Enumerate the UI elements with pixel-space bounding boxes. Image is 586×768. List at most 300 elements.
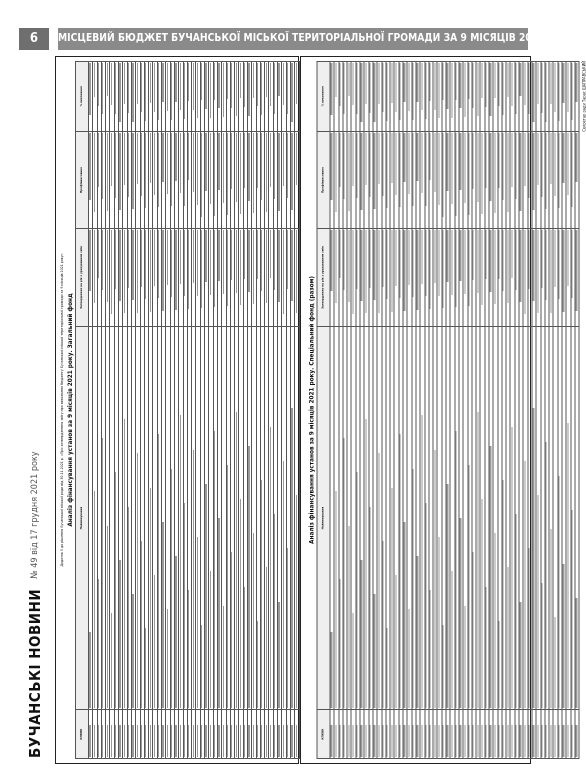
table-row xyxy=(510,62,514,759)
table-cell xyxy=(536,326,540,709)
illegible-text-mark xyxy=(554,230,555,287)
illegible-text-mark xyxy=(571,725,572,757)
table-cell xyxy=(342,62,346,132)
table-cell xyxy=(403,229,407,327)
illegible-text-mark xyxy=(545,725,546,757)
table-row xyxy=(519,62,523,759)
illegible-text-mark xyxy=(240,230,241,305)
table-cell xyxy=(446,710,450,759)
table-cell xyxy=(415,229,419,327)
table-row xyxy=(368,62,372,759)
table-cell xyxy=(411,62,415,132)
table-cell xyxy=(549,62,553,132)
table-cell xyxy=(428,326,432,709)
table-cell xyxy=(471,229,475,327)
illegible-text-mark xyxy=(455,725,456,757)
table-cell xyxy=(390,710,394,759)
table-cell xyxy=(574,62,578,132)
illegible-text-mark xyxy=(571,63,572,120)
table-cell xyxy=(437,710,441,759)
illegible-text-mark xyxy=(528,230,529,289)
illegible-text-mark xyxy=(438,537,439,708)
table-cell xyxy=(364,229,368,327)
table-cell xyxy=(338,131,342,229)
illegible-text-mark xyxy=(356,63,357,114)
table-row xyxy=(290,62,294,759)
illegible-text-mark xyxy=(253,533,254,708)
illegible-text-mark xyxy=(459,63,460,108)
illegible-text-mark xyxy=(524,133,525,186)
illegible-text-mark xyxy=(287,230,288,289)
illegible-text-mark xyxy=(494,230,495,304)
illegible-text-mark xyxy=(494,725,495,757)
table-cell xyxy=(355,131,359,229)
illegible-text-mark xyxy=(365,419,366,708)
illegible-text-mark xyxy=(507,725,508,757)
table-cell xyxy=(480,131,484,229)
illegible-text-mark xyxy=(171,725,172,757)
general-fund-panel xyxy=(55,56,299,764)
illegible-text-mark xyxy=(558,476,559,708)
illegible-text-mark xyxy=(227,63,228,99)
illegible-text-mark xyxy=(386,725,387,757)
table-cell xyxy=(433,326,437,709)
illegible-text-mark xyxy=(223,63,224,117)
table-cell xyxy=(385,62,389,132)
table-cell xyxy=(351,326,355,709)
illegible-text-mark xyxy=(145,63,146,121)
illegible-text-mark xyxy=(132,133,133,210)
table-row xyxy=(446,62,450,759)
table-cell xyxy=(497,710,501,759)
table-cell xyxy=(493,62,497,132)
table-cell xyxy=(330,131,334,229)
special-fund-table xyxy=(316,61,579,759)
illegible-text-mark xyxy=(188,133,189,180)
illegible-text-mark xyxy=(416,230,417,309)
table-cell xyxy=(394,62,398,132)
illegible-text-mark xyxy=(399,63,400,120)
illegible-text-mark xyxy=(429,133,430,180)
illegible-text-mark xyxy=(416,556,417,708)
illegible-text-mark xyxy=(562,63,563,103)
column-header: Профінансовано xyxy=(76,131,89,229)
table-cell xyxy=(562,131,566,229)
table-cell xyxy=(514,326,518,709)
illegible-text-mark xyxy=(343,725,344,757)
illegible-text-mark xyxy=(489,725,490,757)
illegible-text-mark xyxy=(248,63,249,116)
illegible-text-mark xyxy=(395,230,396,286)
illegible-text-mark xyxy=(248,446,249,708)
illegible-text-mark xyxy=(330,632,331,708)
illegible-text-mark xyxy=(248,133,249,201)
table-row xyxy=(334,62,338,759)
table-row xyxy=(454,62,458,759)
table-cell xyxy=(450,326,454,709)
illegible-text-mark xyxy=(184,725,185,757)
table-row xyxy=(364,62,368,759)
illegible-text-mark xyxy=(511,427,512,708)
illegible-text-mark xyxy=(558,63,559,121)
illegible-text-mark xyxy=(339,63,340,106)
illegible-text-mark xyxy=(408,63,409,111)
table-cell xyxy=(364,62,368,132)
table-cell xyxy=(290,62,294,132)
table-cell xyxy=(454,229,458,327)
illegible-text-mark xyxy=(464,725,465,757)
illegible-text-mark xyxy=(373,63,374,122)
illegible-text-mark xyxy=(360,63,361,122)
table-cell xyxy=(536,62,540,132)
illegible-text-mark xyxy=(291,725,292,757)
table-cell xyxy=(364,326,368,709)
illegible-text-mark xyxy=(425,133,426,206)
illegible-text-mark xyxy=(128,230,129,288)
illegible-text-mark xyxy=(145,725,146,757)
illegible-text-mark xyxy=(451,571,452,708)
illegible-text-mark xyxy=(266,230,267,303)
illegible-text-mark xyxy=(201,230,202,308)
table-cell xyxy=(523,229,527,327)
table-cell xyxy=(372,229,376,327)
table-cell xyxy=(480,326,484,709)
illegible-text-mark xyxy=(128,63,129,113)
illegible-text-mark xyxy=(137,725,138,757)
illegible-text-mark xyxy=(257,230,258,278)
illegible-text-mark xyxy=(210,63,211,118)
illegible-text-mark xyxy=(485,725,486,757)
illegible-text-mark xyxy=(442,230,443,308)
illegible-text-mark xyxy=(119,560,120,708)
illegible-text-mark xyxy=(145,628,146,708)
table-cell xyxy=(527,131,531,229)
table-cell xyxy=(562,710,566,759)
table-cell xyxy=(497,326,501,709)
illegible-text-mark xyxy=(89,133,90,200)
table-cell xyxy=(390,229,394,327)
illegible-text-mark xyxy=(395,133,396,195)
illegible-text-mark xyxy=(124,133,125,185)
illegible-text-mark xyxy=(141,63,142,112)
table-row xyxy=(501,62,505,759)
illegible-text-mark xyxy=(107,63,108,96)
table-cell xyxy=(519,131,523,229)
table-cell xyxy=(510,326,514,709)
illegible-text-mark xyxy=(236,133,237,202)
table-cell xyxy=(136,229,140,327)
table-cell xyxy=(527,710,531,759)
illegible-text-mark xyxy=(403,133,404,182)
illegible-text-mark xyxy=(412,63,413,120)
table-cell xyxy=(544,710,548,759)
table-cell xyxy=(407,131,411,229)
illegible-text-mark xyxy=(421,230,422,284)
table-cell xyxy=(510,131,514,229)
illegible-text-mark xyxy=(511,725,512,757)
illegible-text-mark xyxy=(193,725,194,757)
illegible-text-mark xyxy=(421,63,422,110)
illegible-text-mark xyxy=(386,63,387,121)
illegible-text-mark xyxy=(257,725,258,757)
illegible-text-mark xyxy=(205,63,206,109)
table-cell xyxy=(574,326,578,709)
illegible-text-mark xyxy=(571,133,572,208)
illegible-text-mark xyxy=(218,725,219,757)
table-cell xyxy=(394,131,398,229)
illegible-text-mark xyxy=(158,133,159,208)
illegible-text-mark xyxy=(339,230,340,277)
illegible-text-mark xyxy=(132,230,133,300)
illegible-text-mark xyxy=(403,63,404,102)
illegible-text-mark xyxy=(365,725,366,757)
illegible-text-mark xyxy=(502,725,503,757)
illegible-text-mark xyxy=(167,133,168,194)
table-cell xyxy=(471,326,475,709)
illegible-text-mark xyxy=(107,725,108,757)
illegible-text-mark xyxy=(227,465,228,708)
illegible-text-mark xyxy=(459,725,460,757)
table-cell xyxy=(463,710,467,759)
table-cell xyxy=(467,131,471,229)
illegible-text-mark xyxy=(274,63,275,114)
illegible-text-mark xyxy=(270,725,271,757)
table-cell xyxy=(342,326,346,709)
illegible-text-mark xyxy=(434,230,435,283)
illegible-text-mark xyxy=(459,518,460,708)
illegible-text-mark xyxy=(278,602,279,709)
illegible-text-mark xyxy=(438,133,439,205)
table-cell xyxy=(540,131,544,229)
table-cell xyxy=(338,229,342,327)
table-row xyxy=(506,62,510,759)
illegible-text-mark xyxy=(124,230,125,313)
illegible-text-mark xyxy=(477,725,478,757)
illegible-text-mark xyxy=(154,725,155,757)
table-cell xyxy=(557,229,561,327)
table-row xyxy=(342,62,346,759)
illegible-text-mark xyxy=(201,63,202,100)
illegible-text-mark xyxy=(205,133,206,192)
table-cell xyxy=(570,710,574,759)
table-cell xyxy=(381,131,385,229)
table-cell xyxy=(476,229,480,327)
illegible-text-mark xyxy=(550,63,551,104)
illegible-text-mark xyxy=(382,230,383,287)
table-cell xyxy=(407,62,411,132)
table-cell xyxy=(437,326,441,709)
illegible-text-mark xyxy=(240,63,241,98)
illegible-text-mark xyxy=(167,230,168,285)
illegible-text-mark xyxy=(180,725,181,757)
illegible-text-mark xyxy=(119,133,120,211)
table-cell xyxy=(458,131,462,229)
table-cell xyxy=(553,62,557,132)
table-cell xyxy=(372,62,376,132)
illegible-text-mark xyxy=(378,63,379,104)
illegible-text-mark xyxy=(283,230,284,314)
table-cell xyxy=(226,131,230,229)
illegible-text-mark xyxy=(150,230,151,311)
illegible-text-mark xyxy=(446,725,447,757)
illegible-text-mark xyxy=(137,453,138,708)
illegible-text-mark xyxy=(343,133,344,199)
illegible-text-mark xyxy=(197,63,198,118)
table-cell xyxy=(441,62,445,132)
illegible-text-mark xyxy=(352,63,353,105)
table-cell xyxy=(342,131,346,229)
illegible-text-mark xyxy=(528,133,529,198)
table-cell xyxy=(501,131,505,229)
illegible-text-mark xyxy=(102,63,103,114)
table-cell xyxy=(471,131,475,229)
illegible-text-mark xyxy=(167,63,168,111)
table-cell xyxy=(441,229,445,327)
special-fund-title: Аналіз фінансування установ за 9 місяців 2021 року. Спеціальний фонд (разом) xyxy=(307,276,315,544)
table-cell xyxy=(381,62,385,132)
illegible-text-mark xyxy=(399,133,400,208)
illegible-text-mark xyxy=(236,230,237,292)
table-cell xyxy=(394,326,398,709)
table-cell xyxy=(574,229,578,327)
table-cell xyxy=(381,229,385,327)
illegible-text-mark xyxy=(154,133,155,195)
illegible-text-mark xyxy=(210,230,211,294)
illegible-text-mark xyxy=(137,133,138,184)
illegible-text-mark xyxy=(343,63,344,114)
column-header: Найменування xyxy=(76,326,89,709)
illegible-text-mark xyxy=(102,725,103,757)
illegible-text-mark xyxy=(502,133,503,200)
illegible-text-mark xyxy=(524,63,525,105)
illegible-text-mark xyxy=(197,537,198,708)
table-cell xyxy=(424,62,428,132)
table-row xyxy=(562,62,566,759)
table-cell xyxy=(420,229,424,327)
illegible-text-mark xyxy=(425,503,426,708)
illegible-text-mark xyxy=(378,133,379,184)
table-cell xyxy=(446,326,450,709)
illegible-text-mark xyxy=(403,522,404,708)
illegible-text-mark xyxy=(425,230,426,296)
illegible-text-mark xyxy=(507,133,508,212)
illegible-text-mark xyxy=(545,63,546,122)
illegible-text-mark xyxy=(425,63,426,119)
illegible-text-mark xyxy=(481,63,482,98)
illegible-text-mark xyxy=(188,725,189,757)
table-cell xyxy=(364,710,368,759)
illegible-text-mark xyxy=(244,133,245,189)
illegible-text-mark xyxy=(180,415,181,708)
illegible-text-mark xyxy=(335,725,336,757)
table-cell xyxy=(433,229,437,327)
illegible-text-mark xyxy=(158,725,159,757)
table-cell xyxy=(385,229,389,327)
table-row xyxy=(390,62,394,759)
table-row xyxy=(377,62,381,759)
table-cell xyxy=(463,229,467,327)
illegible-text-mark xyxy=(339,133,340,187)
table-row xyxy=(351,62,355,759)
illegible-text-mark xyxy=(137,63,138,104)
table-row xyxy=(480,62,484,759)
illegible-text-mark xyxy=(128,725,129,757)
table-header-row xyxy=(76,62,89,759)
illegible-text-mark xyxy=(481,725,482,757)
table-cell xyxy=(519,710,523,759)
table-cell xyxy=(377,326,381,709)
illegible-text-mark xyxy=(360,230,361,301)
illegible-text-mark xyxy=(283,133,284,186)
illegible-text-mark xyxy=(94,230,95,303)
illegible-text-mark xyxy=(515,514,516,708)
illegible-text-mark xyxy=(515,63,516,114)
table-cell xyxy=(347,131,351,229)
table-cell xyxy=(347,326,351,709)
illegible-text-mark xyxy=(171,63,172,120)
table-cell xyxy=(330,326,334,709)
illegible-text-mark xyxy=(227,725,228,757)
table-cell xyxy=(437,229,441,327)
illegible-text-mark xyxy=(296,133,297,185)
illegible-text-mark xyxy=(124,725,125,757)
table-row xyxy=(403,62,407,759)
table-cell xyxy=(355,710,359,759)
table-cell xyxy=(411,131,415,229)
illegible-text-mark xyxy=(408,230,409,285)
table-cell xyxy=(467,326,471,709)
illegible-text-mark xyxy=(356,230,357,289)
illegible-text-mark xyxy=(248,725,249,757)
column-header: % виконання xyxy=(317,62,330,132)
table-cell xyxy=(506,326,510,709)
illegible-text-mark xyxy=(550,133,551,184)
illegible-text-mark xyxy=(107,526,108,709)
table-cell xyxy=(531,710,535,759)
illegible-text-mark xyxy=(472,230,473,280)
illegible-text-mark xyxy=(451,725,452,757)
table-cell xyxy=(200,131,204,229)
table-row xyxy=(557,62,561,759)
illegible-text-mark xyxy=(395,63,396,112)
illegible-text-mark xyxy=(296,63,297,104)
table-cell xyxy=(544,326,548,709)
table-cell xyxy=(420,62,424,132)
illegible-text-mark xyxy=(188,63,189,101)
illegible-text-mark xyxy=(360,560,361,708)
illegible-text-mark xyxy=(278,63,279,96)
illegible-text-mark xyxy=(283,725,284,757)
illegible-text-mark xyxy=(382,63,383,112)
illegible-text-mark xyxy=(519,230,520,302)
illegible-text-mark xyxy=(167,609,168,708)
table-cell xyxy=(488,62,492,132)
illegible-text-mark xyxy=(356,725,357,757)
illegible-text-mark xyxy=(451,63,452,118)
illegible-text-mark xyxy=(154,575,155,708)
table-cell xyxy=(338,326,342,709)
table-cell xyxy=(420,326,424,709)
illegible-text-mark xyxy=(408,133,409,194)
table-cell xyxy=(480,710,484,759)
table-cell xyxy=(407,326,411,709)
table-cell xyxy=(458,229,462,327)
special-fund-panel xyxy=(300,56,586,764)
illegible-text-mark xyxy=(270,427,271,708)
illegible-text-mark xyxy=(532,133,533,211)
table-cell xyxy=(570,131,574,229)
illegible-text-mark xyxy=(184,503,185,708)
